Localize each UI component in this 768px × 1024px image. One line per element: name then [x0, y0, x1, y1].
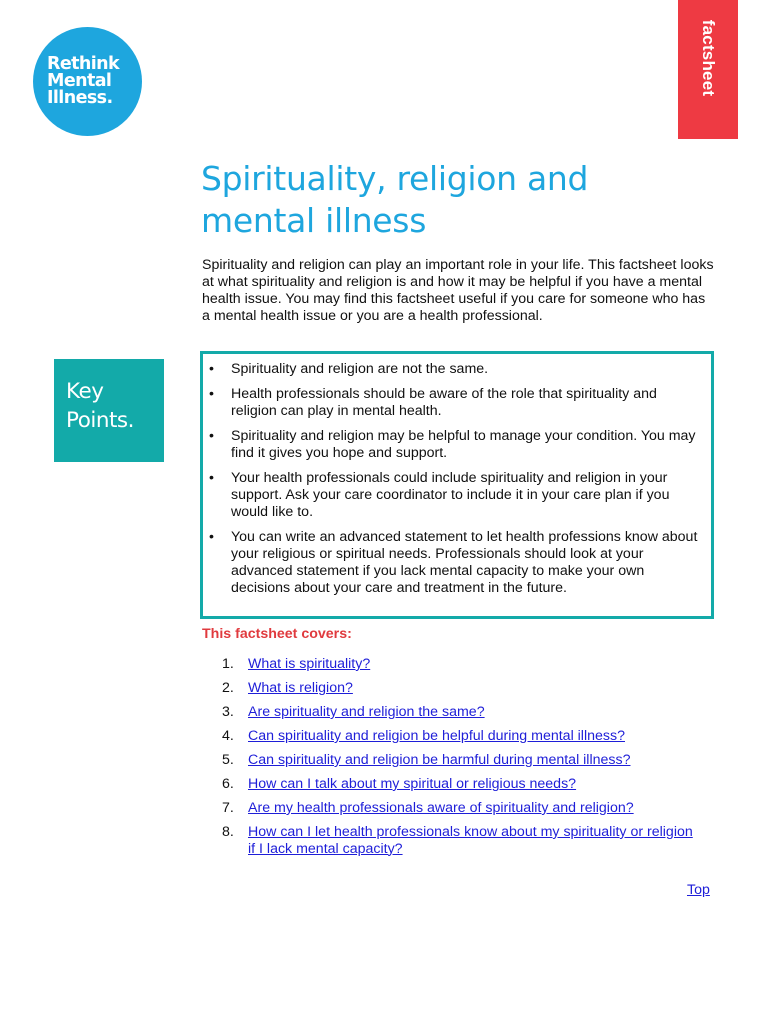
key-points-label-line2: Points.	[66, 408, 134, 433]
contents-number: 6.	[222, 776, 234, 792]
contents-item	[222, 728, 702, 745]
contents-link-talk-about-needs[interactable]: How can I talk about my spiritual or religious needs?	[248, 776, 577, 792]
key-points-box	[200, 351, 714, 619]
contents-link-harmful[interactable]: Can spirituality and religion be harmful during mental illness?	[248, 752, 631, 768]
contents-item	[222, 776, 702, 793]
contents-link-helpful[interactable]: Can spirituality and religion be helpful during mental illness?	[248, 728, 625, 744]
key-point-text: Your health professionals could include spirituality and religion in your support. Ask your care coordinator to include it in your care plan if you would like to.	[231, 470, 670, 520]
intro-paragraph: Spirituality and religion can play an important role in your life. This factsheet looks at what spirituality and religion is and how it may be helpful if you have a mental health issue. You may find this factsheet useful if you care for someone who has a mental health issue or you are a health professional.	[202, 257, 714, 324]
logo-line-2: Mental	[47, 71, 112, 91]
factsheet-tag	[678, 0, 738, 139]
contents-item	[222, 800, 702, 817]
contents-number: 7.	[222, 800, 234, 816]
contents-number: 2.	[222, 680, 234, 696]
bullet-icon: •	[209, 386, 214, 402]
bullet-icon: •	[209, 470, 214, 486]
key-point-text: You can write an advanced statement to let health professions know about your religious or spiritual needs. Professionals should look at your advanced statement if you lack mental capacity to make your own decisions about your care and treatment in the future.	[231, 529, 698, 596]
contents-number: 4.	[222, 728, 234, 744]
contents-item	[222, 704, 702, 721]
contents-link-professionals-aware[interactable]: Are my health professionals aware of spirituality and religion?	[248, 800, 634, 816]
key-point-item	[207, 361, 701, 378]
contents-number: 5.	[222, 752, 234, 768]
key-point-text: Spirituality and religion may be helpful to manage your condition. You may find it gives you hope and support.	[231, 428, 696, 461]
contents-link-what-is-religion[interactable]: What is religion?	[248, 680, 353, 696]
contents-item	[222, 824, 702, 857]
contents-list	[222, 656, 702, 865]
top-link[interactable]: Top	[687, 882, 710, 898]
key-points-label-line1: Key	[66, 379, 104, 404]
key-point-text: Health professionals should be aware of the role that spirituality and religion can play in mental health.	[231, 386, 657, 419]
key-points-badge	[54, 359, 164, 462]
bullet-icon: •	[209, 529, 214, 545]
key-points-list	[207, 361, 701, 597]
contents-item	[222, 656, 702, 673]
contents-link-same[interactable]: Are spirituality and religion the same?	[248, 704, 485, 720]
covers-heading: This factsheet covers:	[202, 626, 352, 642]
contents-number: 1.	[222, 656, 234, 672]
bullet-icon: •	[209, 361, 214, 377]
key-point-text: Spirituality and religion are not the same.	[231, 361, 489, 377]
contents-item	[222, 752, 702, 769]
bullet-icon: •	[209, 428, 214, 444]
contents-item	[222, 680, 702, 697]
rethink-logo	[33, 27, 142, 136]
logo-line-1: Rethink	[47, 54, 120, 74]
key-point-item	[207, 428, 701, 462]
contents-number: 8.	[222, 824, 234, 840]
contents-link-lack-capacity[interactable]: How can I let health professionals know about my spirituality or religion if I lack mental capacity?	[248, 824, 693, 857]
contents-number: 3.	[222, 704, 234, 720]
page-title: Spirituality, religion and mental illness	[201, 159, 589, 240]
key-point-item	[207, 386, 701, 420]
contents-link-what-is-spirituality[interactable]: What is spirituality?	[248, 656, 371, 672]
key-point-item	[207, 470, 701, 521]
factsheet-tag-label: factsheet	[699, 19, 718, 97]
key-point-item	[207, 529, 701, 597]
logo-line-3: Illness.	[47, 88, 113, 108]
